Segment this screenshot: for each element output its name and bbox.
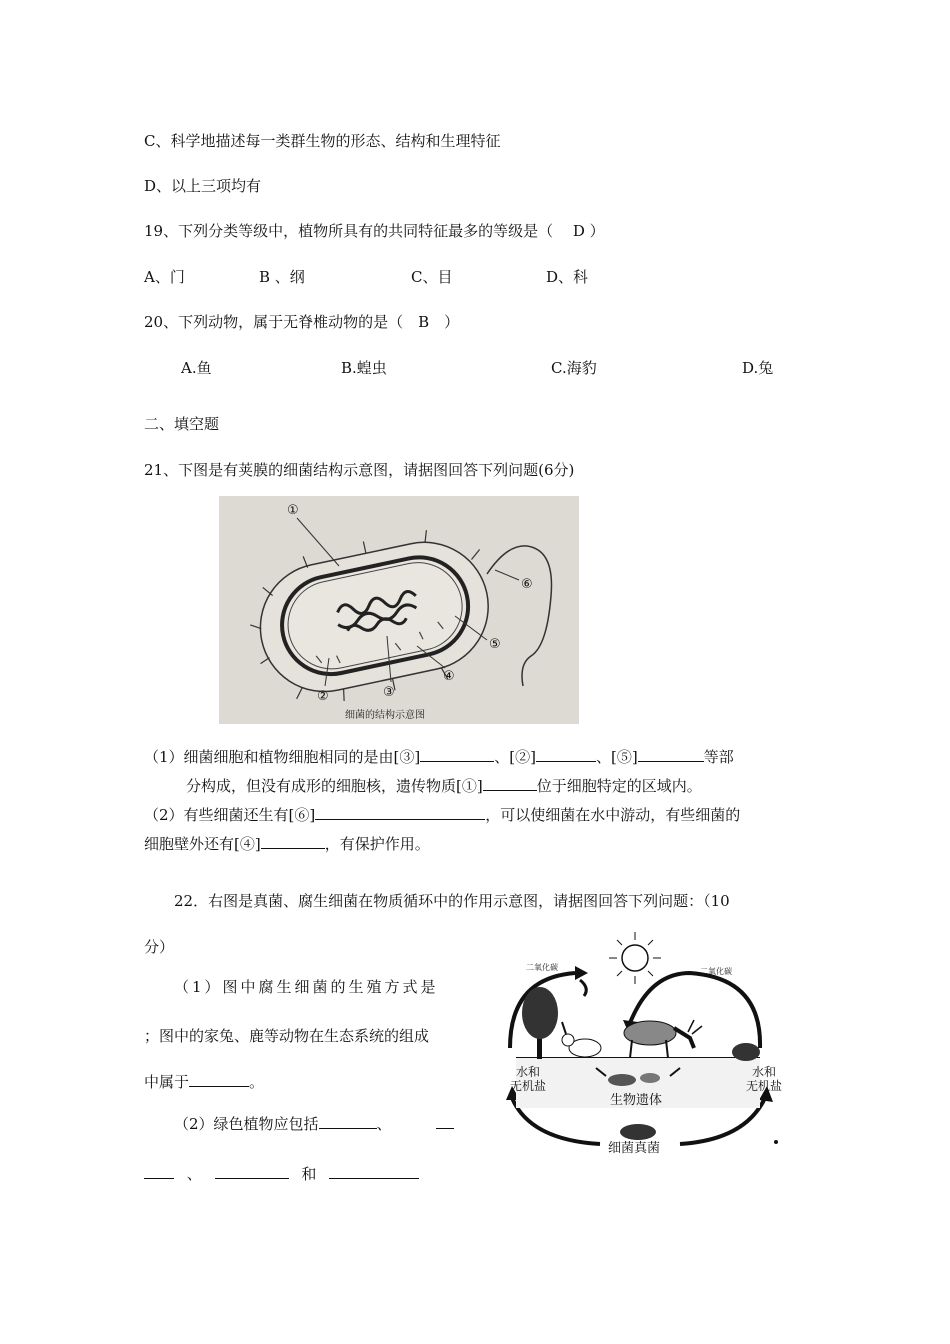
question-20: 20、下列动物，属于无脊椎动物的是（ B ） [144,313,460,331]
option-d-text: D、以上三项均有 [144,177,262,195]
q22-part1-cont2: 中属于 。 [144,1073,265,1091]
q20-option-a: A.鱼 [181,359,212,377]
q19-option-b: B 、纲 [259,268,305,286]
answer-blank[interactable] [638,747,704,762]
question-22: 22．右图是真菌、腐生细菌在物质循环中的作用示意图，请据图回答下列问题：（10 [174,892,730,910]
tree-icon [522,987,558,1059]
co2-left-label: 二氧化碳 [526,963,558,972]
answer-blank[interactable] [420,747,494,762]
answer-blank[interactable] [436,1114,454,1129]
remains-label: 生物遗体 [610,1093,663,1108]
answer-blank[interactable] [315,805,485,820]
bacteria-diagram [219,496,579,724]
label-5: ⑤ [489,637,501,652]
question-21: 21、下图是有荚膜的细菌结构示意图，请据图回答下列问题(6分) [144,461,575,479]
answer-blank[interactable] [261,834,325,849]
answer-blank[interactable] [329,1164,419,1179]
q22-part1: （1）图中腐生细菌的生殖方式是 [174,978,439,996]
diagram-caption: 细菌的结构示意图 [345,710,425,721]
rabbit-icon [562,1022,601,1057]
q19-option-d: D、科 [546,268,589,286]
label-1: ① [287,503,299,518]
q20-option-b: B.蝗虫 [341,359,387,377]
section-heading: 二、填空题 [144,415,220,433]
shrub-icon [732,1043,760,1061]
label-4: ④ [443,669,455,684]
answer-blank[interactable] [144,1164,174,1179]
water-right-label-2: 无机盐 [746,1079,783,1093]
water-left-label-1: 水和 [516,1065,541,1079]
co2-right-label: 二氧化碳 [700,967,732,976]
label-2: ② [317,689,329,704]
deer-icon [624,1020,702,1058]
answer-blank[interactable] [319,1114,377,1129]
q22-part1-cont: ；图中的家兔、鹿等动物在生态系统的组成 [144,1027,430,1045]
question-22-cont: 分） [144,938,175,956]
label-3: ③ [383,685,395,700]
q22-part2: （2）绿色植物应包括 、 [174,1114,454,1134]
q20-option-c: C.海豹 [551,359,597,377]
q19-option-c: C、目 [411,268,453,286]
question-19: 19、下列分类等级中，植物所具有的共同特征最多的等级是（ D ） [144,222,605,240]
q19-option-a: A、门 [144,268,185,286]
fungi-label: 细菌真菌 [608,1141,661,1156]
q21-part1-line1: （1）细菌细胞和植物细胞相同的是由[③] 、[②] 、[⑤] 等部 [144,748,734,766]
water-left-label-2: 无机盐 [510,1079,547,1093]
water-right-label-1: 水和 [752,1065,777,1079]
option-c-text: C、科学地描述每一类群生物的形态、结构和生理特征 [144,132,501,150]
sun-icon [609,932,661,984]
answer-blank[interactable] [483,776,537,791]
answer-blank[interactable] [189,1072,249,1087]
dot-mark [774,1140,778,1144]
matter-cycle-diagram [490,928,790,1158]
q22-part2-cont: 、 和 [144,1164,419,1184]
answer-blank[interactable] [215,1164,289,1179]
q20-option-d: D.兔 [742,359,774,377]
q21-part2-line1: （2）有些细菌还生有[⑥] ，可以使细菌在水中游动，有些细菌的 [144,806,741,824]
fungi-icon [620,1124,656,1140]
answer-blank[interactable] [536,747,596,762]
remains-icon [608,1074,636,1086]
label-6: ⑥ [521,577,533,592]
q21-part1-line2: 分构成，但没有成形的细胞核，遗传物质[①] 位于细胞特定的区域内。 [186,777,702,795]
q21-part2-line2: 细胞壁外还有[④] ，有保护作用。 [144,835,430,853]
